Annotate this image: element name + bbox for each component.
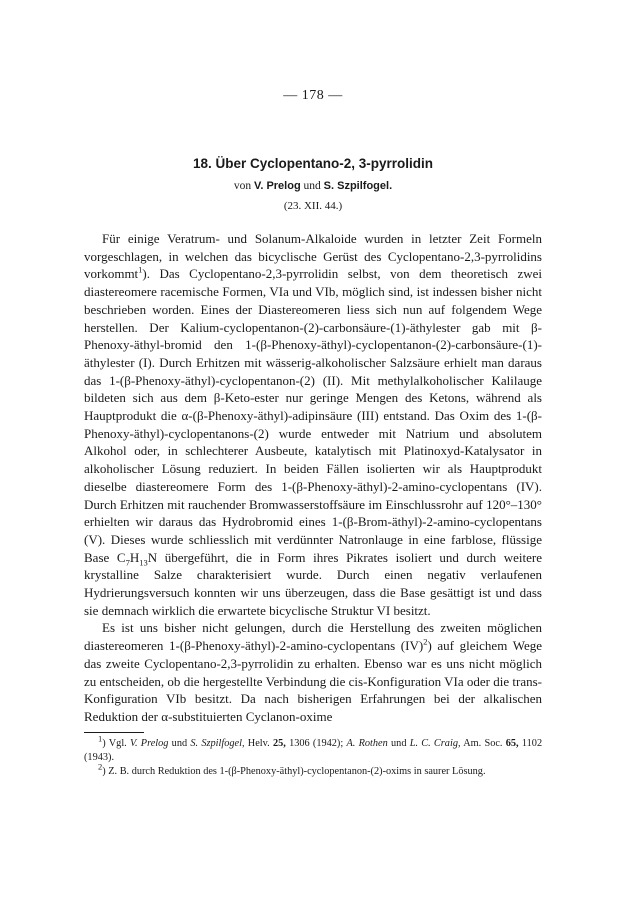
footnote-1-journal-2: Am. Soc. — [463, 737, 503, 749]
paragraph-1-part-3: N übergeführt, die in Form ihres Pikrates isoliert und durch weitere krystalline Salze charakterisiert wurde. Durch einen negativ verlaufenen Hydrierungsversuch konnten wir uns überzeugen, dass die Base gesättigt ist und dass sie demnach wirklich die erwartete bicyclische Struktur VI besitzt. — [84, 549, 542, 618]
footnote-1-author-2: S. Szpilfogel, — [190, 737, 245, 749]
footnote-1-author-4: L. C. Craig, — [409, 737, 461, 749]
author-line — [84, 180, 542, 194]
paragraph-2 — [84, 619, 542, 725]
authors-conjunction: und — [303, 180, 321, 192]
footnote-2-marker: 2 — [98, 761, 103, 772]
footnote-1-und-1: und — [171, 737, 188, 749]
article-number: 18. — [192, 156, 212, 171]
footnote-1-author-1: V. Prelog — [130, 737, 169, 749]
body-text — [84, 230, 542, 726]
article-title-text: Über Cyclopentano-2, 3-pyrrolidin — [215, 156, 434, 171]
paragraph-1-part-2: ). Das Cyclopentano-2,3-pyrrolidin selbst, von dem theoretisch zwei diastereomere racemische Formen, VIa und VIb, möglich sind, ist indessen bisher nicht beschrieben worden. Eines der Diastereomeren liess sich nun auf folgendem Wege herstellen. Der Kalium-cyclopentanon-(2)-carbonsäure-(1)-äthylester gab mit β-Phenoxy-äthyl-bromid den 1-(β-Phenoxy-äthyl)-cyclopentanon-(2)-carbonsäure-(1)-äthylester (I). Durch Erhitzen mit wässerig-alkoholischer Salzsäure erhielt man daraus das 1-(β-Phenoxy-äthyl)-cyclopentanon-(2) (II). Mit methylalkoholischer Kalilauge bildeten sich aus dem β-Keto-ester nur geringe Mengen des Ketons, während als Hauptprodukt die α-(β-Phenoxy-äthyl)-adipinsäure (III) entstand. Das Oxim des 1-(β-Phenoxy-äthyl)-cyclopentanons-(2) wurde entweder mit Natrium und absolutem Alkohol oder, in schlechterer Ausbeute, katalytisch mit Platinoxyd-Katalysator in alkoholischer Lösung reduziert. In beiden Fällen isolierten wir als Hauptprodukt dieselbe diastereomere Form des 1-(β-Phenoxy-äthyl)-2-amino-cyclopentans (IV). Durch Erhitzen mit rauchender Bromwasserstoffsäure im Einschlussrohr auf 120°–130° erhielten wir daraus das Hydrobromid eines 1-(β-Brom-äthyl)-2-amino-cyclopentans (V). Dieses wurde schliesslich mit verdünnter Natronlauge in eine farblose, flüssige Base C — [84, 266, 542, 565]
author-1: V. Prelog — [254, 180, 301, 192]
footnote-divider — [84, 732, 144, 733]
footnote-1-volume-1: 25, — [272, 737, 286, 749]
paragraph-1 — [84, 230, 542, 619]
footnote-1-author-3: A. Rothen — [346, 737, 388, 749]
footnote-1-journal-1: Helv. — [247, 737, 270, 749]
footnote-ref-2: 2 — [423, 636, 428, 647]
formula-h-subscript: 13 — [139, 557, 148, 568]
footnote-1-vgl: ) Vgl. — [102, 737, 127, 749]
footnote-ref-1: 1 — [138, 265, 143, 276]
footnotes — [84, 733, 543, 779]
page-content — [84, 88, 542, 779]
paragraph-2-part-2: ) auf gleichem Wege das zweite Cyclopentano-2,3-pyrrolidin zu erhalten. Ebenso war es uns nicht möglich zu entscheiden, ob die hergestellte Verbindung die cis-Konfiguration VIa oder die trans-Konfiguration VIb besitzt. Da nach bisherigen Erfahrungen bei der alkalischen Reduktion der α-substituierten Cyclanon-oxime — [84, 638, 542, 724]
authors-prefix: von — [233, 180, 252, 192]
paragraph-1-part-1: Für einige Veratrum- und Solanum-Alkaloide wurden in letzter Zeit Formeln vorgeschlagen, in welchen das bicyclische Gerüst des Cyclopentano-2,3-pyrrolidins vorkommt — [84, 231, 542, 282]
author-2: S. Szpilfogel. — [323, 180, 393, 192]
paragraph-2-part-1: Es ist uns bisher nicht gelungen, durch die Herstellung des zweiten möglichen diastereomeren 1-(β-Phenoxy-äthyl)-2-amino-cyclopentans (IV) — [84, 620, 542, 654]
footnote-2-text: ) Z. B. durch Reduktion des 1-(β-Phenoxy-äthyl)-cyclopentanon-(2)-oxims in saurer Lösung. — [102, 765, 486, 777]
footnote-2 — [84, 761, 542, 779]
footnote-1-marker: 1 — [98, 733, 103, 744]
footnote-1 — [84, 733, 543, 765]
article-title — [84, 156, 542, 172]
footnote-1-pages-2: 1102 (1943). — [84, 737, 543, 763]
received-date: (23. XII. 44.) — [283, 200, 343, 212]
footnote-1-pages-1: 1306 (1942); — [289, 737, 344, 749]
formula-h: H — [129, 549, 140, 565]
footnote-1-volume-2: 65, — [505, 737, 519, 749]
page-number: — 178 — — [283, 88, 343, 103]
footnote-1-und-2: und — [391, 737, 407, 749]
formula-c-subscript: 7 — [125, 557, 130, 568]
